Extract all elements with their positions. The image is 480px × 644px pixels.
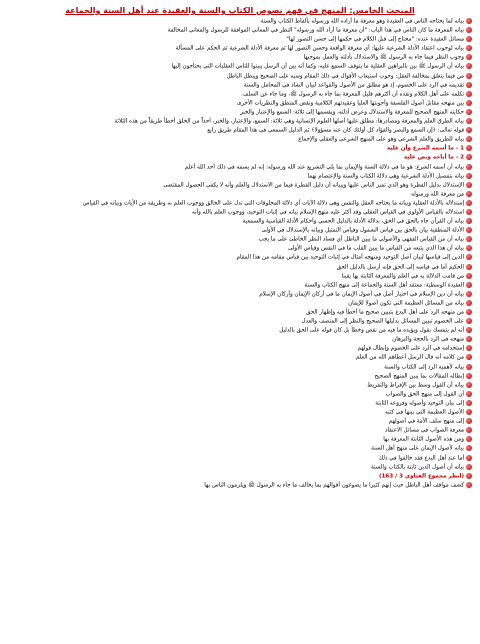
page-title: المبحث الخامس: المنهج في فهم نصوص الكتاب والسنة والعقيدة عند أهل السنة والجماعة (65, 6, 415, 15)
bullet-icon (466, 445, 472, 451)
paragraph-text: بيانه المعرفة ما كان الناس في هذا الباب: "أن معرفة ما أراد الله ورسوله" النظر في المعاني الموافقة للرسول والمعاني المخالفة (167, 27, 464, 34)
bullet-icon (466, 36, 472, 42)
bullet-icon (466, 282, 472, 288)
paragraph-text: بيانه لوجوب اعتقاد الأدلة الشرعية عليها: أي معرفة الواقعة وحسن التصور لها ثم معرفة الأدلة الشرعية ثم الحكم على المسألة (175, 45, 464, 52)
bullet-icon (466, 473, 472, 479)
paragraph (8, 136, 472, 144)
bullet-icon (466, 300, 472, 306)
paragraph-text: إبطاله المقالات بما يبين المنهج الصحيح (374, 373, 464, 380)
paragraph-text: على الخصوم تبيين المسائل بدليلها الصحيح والنظر إلى المنصف والعدل (301, 318, 464, 325)
paragraph-text: من منهجه الرد على أهل البدع بتبيين صحيح ما أخطأ فيه وإظهار الحق (306, 309, 464, 316)
bullet-icon (466, 436, 472, 442)
paragraph-text: من فيما يتعلق بمخالفة العقل: وجوب استيعاب الأقوال في ذلك المقام وسبه على الصحيح ويبطل الباطل (226, 73, 464, 80)
paragraph (8, 36, 472, 44)
paragraph (8, 109, 472, 117)
bullet-icon (466, 45, 472, 51)
paragraph-text: بيانه الطرق العلم والمعرفة ومصادرها: مطلق عليها أصلها العلوم الإنسانية وهي ثلاثة: السمع، والإعتبار، والخبر، أحداً من الخلق أخطأ طريقاً من هذه الثلاثة (114, 118, 464, 125)
bullet-icon (466, 191, 472, 197)
paragraph (8, 227, 472, 235)
paragraph-text: الإستدلال بدليل الفطرة وهو الذي تميز الناس عليها ويبيانه أن دليل الفطرة فيما من الاستدلال والعلم وأنه لا يكفي الحصول المقتضى (163, 182, 464, 189)
paragraph (8, 27, 472, 35)
bullet-icon (466, 345, 472, 351)
paragraph-text: بيانه لما يحتاجه الناس في العقيدة وهو معرفة ما أراده الله ورسوله بألفاظ الكتاب والسنة (260, 18, 464, 25)
paragraph (8, 427, 472, 435)
paragraph-text: 2 - ما أباحه ونص عليه (403, 154, 464, 161)
bullet-icon (466, 373, 472, 379)
paragraph-text: بيانه أن الرسول ﷺ بين بالبراهين العقلية ما يتوقف السمع عليه، وكما أنه بين أن الرسل يبينوا للناس العقليات التي يحتاجون إليها (171, 63, 464, 70)
paragraph-text: من قامت الدلالة به في العلم والمعرفة الثابتة بها يقينا (341, 273, 464, 280)
document-body (8, 18, 472, 490)
bullet-icon (466, 100, 472, 106)
paragraph-text: بيانه أن من القياس الفقهي والأصولي ما يبين الباطل أي فساد النظر الخاطئ على ما يجب (258, 236, 464, 243)
paragraph-text: بيانه أن أسمه الشرع: هو ما في دلالة السنة والإيمان بما يلي التشريع عند الله ورسوله: إنه لم يسمه في ذلك أحد الله أعلم (184, 164, 464, 170)
paragraph-text: وجوب النظر فيما جاء به الرسول ﷺ والاستدلال بأدلته والعمل بموجبها (303, 54, 464, 61)
paragraph (8, 91, 472, 99)
bullet-icon (466, 482, 472, 488)
bullet-icon (466, 82, 472, 88)
paragraph-text: ومن هذه الأصول الثابتة المعرفة بها (383, 436, 464, 443)
paragraph-text: بيانه للطريق والعلم الشرعي وهو على المنهج الشرعي والعقلي والإجماع (298, 136, 464, 143)
bullet-icon (466, 327, 472, 333)
bullet-icon (466, 409, 472, 415)
paragraph-text: بين منهجه مقابل أصول الفلسفة وأجوبتها العليا وعقيدتهم الكلامية ونقض المنطق والنظريات الأخرى (237, 100, 464, 107)
paragraph (8, 282, 472, 290)
paragraph (8, 145, 472, 153)
paragraph (8, 482, 472, 490)
bullet-icon (466, 291, 472, 297)
paragraph (8, 364, 472, 372)
paragraph-text: بيانه أن القرآن جاء بالحق في الحق، بدلالة الأدلة بالدليل الحسي وأحكام الأدلة القياسية والسمعية (242, 218, 464, 225)
paragraph-text: تكلمه على أهل الكلام ونقده أن أكثرهم قليل المعرفة بما جاء به الرسول ﷺ، وما جاء عن السلف (242, 91, 464, 98)
document-page (8, 4, 472, 636)
paragraph (8, 309, 472, 317)
bullet-icon (466, 236, 472, 242)
paragraph (8, 200, 472, 208)
bullet-icon (466, 455, 472, 461)
paragraph (8, 118, 472, 126)
bullet-icon (466, 245, 472, 251)
bullet-icon (466, 18, 472, 24)
paragraph (8, 464, 472, 472)
paragraph-text: بيانه لأصول الإيمان على منهج أهل السنة (371, 445, 464, 452)
paragraph (8, 209, 472, 217)
paragraph (8, 164, 472, 172)
paragraph (8, 218, 472, 226)
paragraph (8, 54, 472, 62)
bullet-icon (466, 136, 472, 142)
paragraph (8, 418, 472, 426)
paragraph (8, 100, 472, 108)
paragraph (8, 327, 472, 335)
bullet-icon (466, 154, 472, 160)
bullet-icon (466, 382, 472, 388)
paragraph (8, 45, 472, 53)
paragraph-text: أن القول إلى منهج الحق والصواب (385, 391, 464, 398)
paragraph-text: الأصول العظيمة التي بينها في كتبه (384, 409, 464, 416)
paragraph-text: من معرفة الله ورسوله (411, 191, 464, 198)
bullet-icon (466, 391, 472, 397)
bullet-icon (466, 318, 472, 324)
bullet-icon (466, 27, 472, 33)
paragraph (8, 264, 472, 272)
paragraph-text: بيانه لأهمية الرد إلى الكتاب والسنة (384, 364, 464, 371)
bullet-icon (466, 209, 472, 215)
paragraph (8, 291, 472, 299)
paragraph (8, 373, 472, 381)
paragraph (8, 173, 472, 181)
paragraph (8, 473, 472, 481)
paragraph (8, 409, 472, 417)
paragraph (8, 63, 472, 71)
paragraph-text: بيانه أن هذا الذي يتبعه من القياس ما يبين القلب ما في النفس وقياس الأولى (288, 245, 464, 252)
bullet-icon (466, 173, 472, 179)
paragraph-text: 1 - ما أسمه الشرع وأن عليه (387, 145, 464, 152)
bullet-icon (466, 264, 472, 270)
bullet-icon (466, 73, 472, 79)
paragraph (8, 345, 472, 353)
paragraph-text: العقيدة الوسطية: معتقد أهل السنة والجماعة إلى منهج الكتاب والسنة (304, 282, 464, 289)
paragraph (8, 236, 472, 244)
paragraph (8, 455, 472, 463)
bullet-icon (466, 309, 472, 315)
paragraph (8, 300, 472, 308)
paragraph-text: أنه لم يتمسك بقول ويؤيده ما فيه من نقص وخطأ بل كان قوله على الحق بالدليل (279, 327, 464, 334)
bullet-icon (466, 118, 472, 124)
bullet-icon (466, 109, 472, 115)
bullet-icon (466, 54, 472, 60)
bullet-icon (466, 182, 472, 188)
paragraph (8, 273, 472, 281)
paragraph (8, 182, 472, 190)
paragraph (8, 354, 472, 362)
paragraph-text: مسائل العقيدة عنده: "محتاج إلى قبل الكلام في حكمها إلى حسن التصور لها" (286, 36, 464, 43)
paragraph-text: تقديمه في الرد على الخصوم، إذ هو مطلق من الأصول والقواعد لبيان الشاذ في المحامل والسنة (243, 82, 464, 89)
paragraph (8, 127, 472, 135)
paragraph (8, 254, 472, 262)
paragraph (8, 318, 472, 326)
bullet-icon (466, 164, 472, 170)
paragraph-text: معرفة الصواب في مسائل الاعتقاد (384, 427, 464, 434)
paragraph-text: حكايته المنهج الصحيح للمعرفة والاستدلال وعرض أدلته، ويقسمها إلى ثلاثة: السمع والإعتبار والخبر (240, 109, 464, 116)
paragraph-text: بيانه أن دين الإسلام في اختيار أصل في أصول الإيمان ما في أركان الإيمان وأركان الإسلام (259, 291, 464, 298)
paragraph (8, 82, 472, 90)
paragraph-text: بيانه من المسائل العظيمة التي تكون أصولا للإيمان (348, 300, 464, 307)
paragraph-text: من كلامه أنه قال الرسل أعطاهم الله من العلم (355, 354, 464, 361)
paragraph-text: إلى بيان التوحيد وأصوله وفروعه الثابتة (375, 400, 464, 407)
paragraph-text: بيانه بتفصيل الأدلة الشرعية وهي دلالة الكتاب والسنة والإعتصام بهما (307, 173, 464, 180)
bullet-icon (466, 364, 472, 370)
bullet-icon (466, 145, 472, 151)
bullet-icon (466, 63, 472, 69)
paragraph (8, 154, 472, 162)
bullet-icon (466, 427, 472, 433)
paragraph-text: الأدلة المنطقية بيان بالحق بين قياس الشمول وقياس التمثيل وبيانه بالإستدلال في الأولى (261, 227, 464, 234)
paragraph (8, 436, 472, 444)
bullet-icon (466, 227, 472, 233)
paragraph (8, 191, 472, 199)
paragraph (8, 18, 472, 26)
paragraph-text: الدين إلى قياسها لبيان أصل التوحيد ومنهجه أمثال في إثبات التوحيد بين قياس مقامه من هذا المقام (236, 254, 464, 261)
paragraph-text: الحكيم أما في قياسه إلى الحق فإنه أرسل بالدليل الحق (336, 264, 464, 271)
bullet-icon (466, 127, 472, 133)
bullet-icon (466, 254, 472, 260)
paragraph (8, 445, 472, 453)
paragraph-text: كشف مواقف أهل الباطل حيث إنهم كثيرا ما يصوغون أقوالهم بما يخالف ما جاء به الرسول ﷺ ويلزمون الناس بها (204, 482, 464, 489)
paragraph (8, 73, 472, 81)
paragraph-text: بيانه أن القول وسط بين الإفراط والتفريط (367, 382, 464, 389)
paragraph-text: إستخدامه في الرد على الخصوم وإبطال قولهم (357, 345, 464, 352)
paragraph (8, 336, 472, 344)
paragraph (8, 382, 472, 390)
paragraph-text: استدلاله بالقياس الأولوي في القياس العقلي وقد أكثر عليه منهج الإسلام بيانه في إثبات التوحيد، ووجوب العلم بالله وأنه (192, 209, 464, 216)
bullet-icon (466, 218, 472, 224)
bullet-icon (466, 273, 472, 279)
paragraph-text: بيانه أن أصول الدين ثابتة بالكتاب والسنة (371, 464, 464, 471)
paragraph-text: منهجه في الرد بالحجة والبرهان (392, 336, 464, 343)
bullet-icon (466, 200, 472, 206)
bullet-icon (466, 336, 472, 342)
bullet-icon (466, 91, 472, 97)
paragraph-text: إستدلاله بالأدلة العقلية وبيانه ما يحتاجه العقل والنفس وهي دلالة الآيات أي دلالة المخلوقات التي تدل على الخالق ووجوب العلم به وطريقه من الأيات وبيانه في القياس (82, 200, 464, 207)
paragraph-text: أما عند أهل البدع فقد خالفوا في ذلك (378, 455, 464, 461)
paragraph-text: إلى منهج سلف الأمة في أصولهم (388, 418, 464, 425)
paragraph-text: (انظر مجموع الفتاوى 3 / 163) (378, 473, 464, 480)
bullet-icon (466, 418, 472, 424)
paragraph (8, 400, 472, 408)
bullet-icon (466, 400, 472, 406)
paragraph (8, 245, 472, 253)
paragraph-text: قوله تعالى: ﴿إن السمع والبصر والفؤاد كل أولئك كان عنه مسؤولا﴾ ثم الدليل السمعي في هذا المقام طريق رابع (207, 127, 464, 134)
bullet-icon (466, 464, 472, 470)
bullet-icon (466, 354, 472, 360)
paragraph (8, 391, 472, 399)
